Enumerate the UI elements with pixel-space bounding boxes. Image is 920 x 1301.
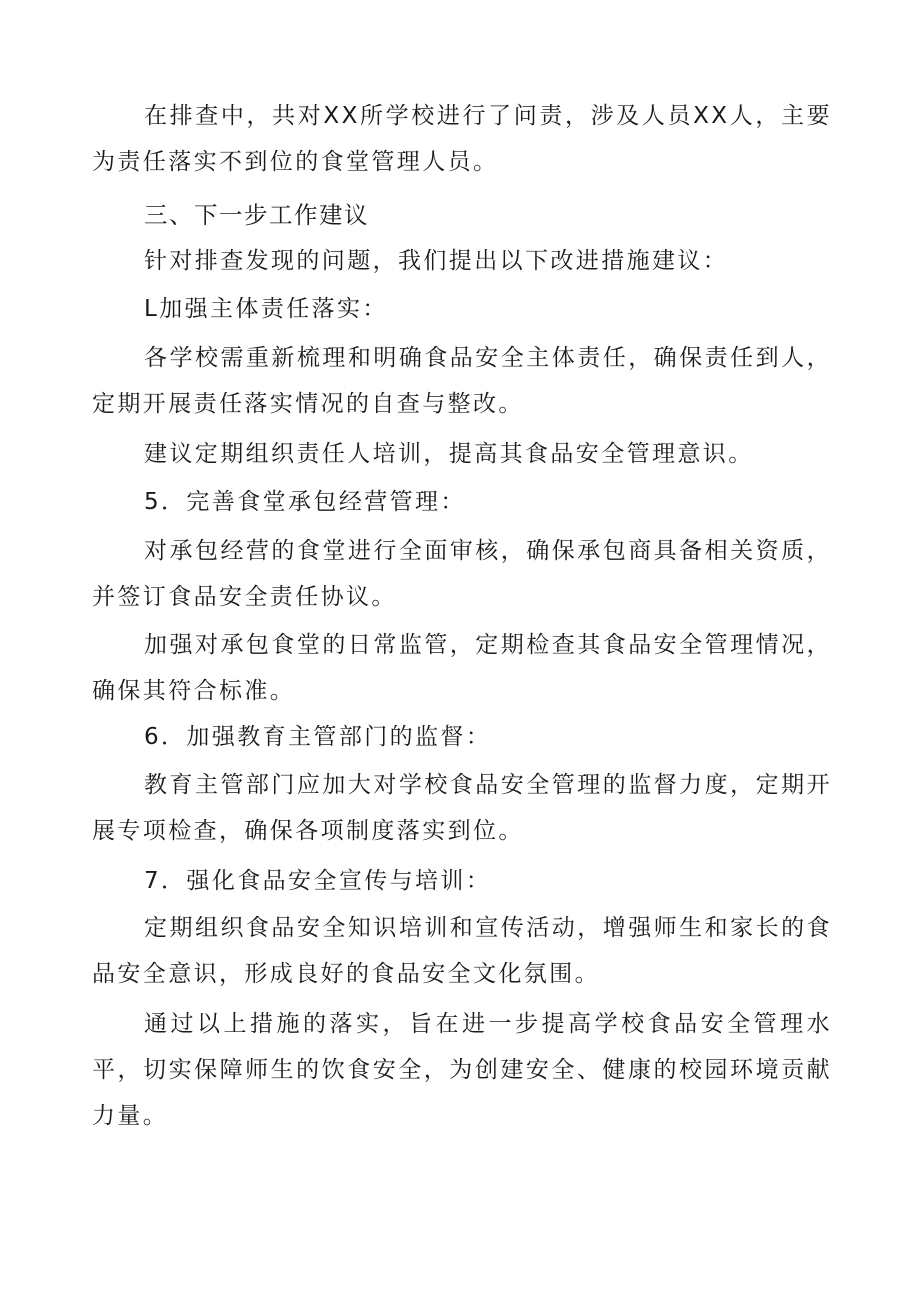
item-heading-5: 5．完善食堂承包经营管理： bbox=[144, 489, 466, 515]
paragraph-item-7: 定期组织食品安全知识培训和宣传活动，增强师生和家长的食品安全意识，形成良好的食品安全文化氛围。 bbox=[92, 915, 832, 987]
paragraph-item-1a: 各学校需重新梳理和明确食品安全主体责任，确保责任到人，定期开展责任落实情况的自查与整改。 bbox=[92, 345, 832, 417]
paragraph-item-1b: 建议定期组织责任人培训，提高其食品安全管理意识。 bbox=[144, 441, 754, 467]
paragraph-conclusion: 通过以上措施的落实，旨在进一步提高学校食品安全管理水平，切实保障师生的饮食安全，为创建安全、健康的校园环境贡献力量。 bbox=[92, 1011, 832, 1129]
item-heading-1: L加强主体责任落实： bbox=[144, 296, 388, 322]
item-heading-7: 7．强化食品安全宣传与培训： bbox=[144, 868, 492, 894]
paragraph-intro: 针对排查发现的问题，我们提出以下改进措施建议： bbox=[144, 248, 729, 274]
paragraph-item-6: 教育主管部门应加大对学校食品安全管理的监督力度，定期开展专项检查，确保各项制度落实到位。 bbox=[92, 772, 832, 844]
item-heading-6: 6．加强教育主管部门的监督： bbox=[144, 724, 492, 750]
paragraph-item-5a: 对承包经营的食堂进行全面审核，确保承包商具备相关资质，并签订食品安全责任协议。 bbox=[92, 538, 832, 610]
section-heading: 三、下一步工作建议 bbox=[144, 201, 369, 229]
paragraph-item-5b: 加强对承包食堂的日常监管，定期检查其食品安全管理情况，确保其符合标准。 bbox=[92, 632, 832, 704]
paragraph-accountability: 在排查中，共对XX所学校进行了问责，涉及人员XX人，主要为责任落实不到位的食堂管理人员。 bbox=[92, 103, 832, 175]
